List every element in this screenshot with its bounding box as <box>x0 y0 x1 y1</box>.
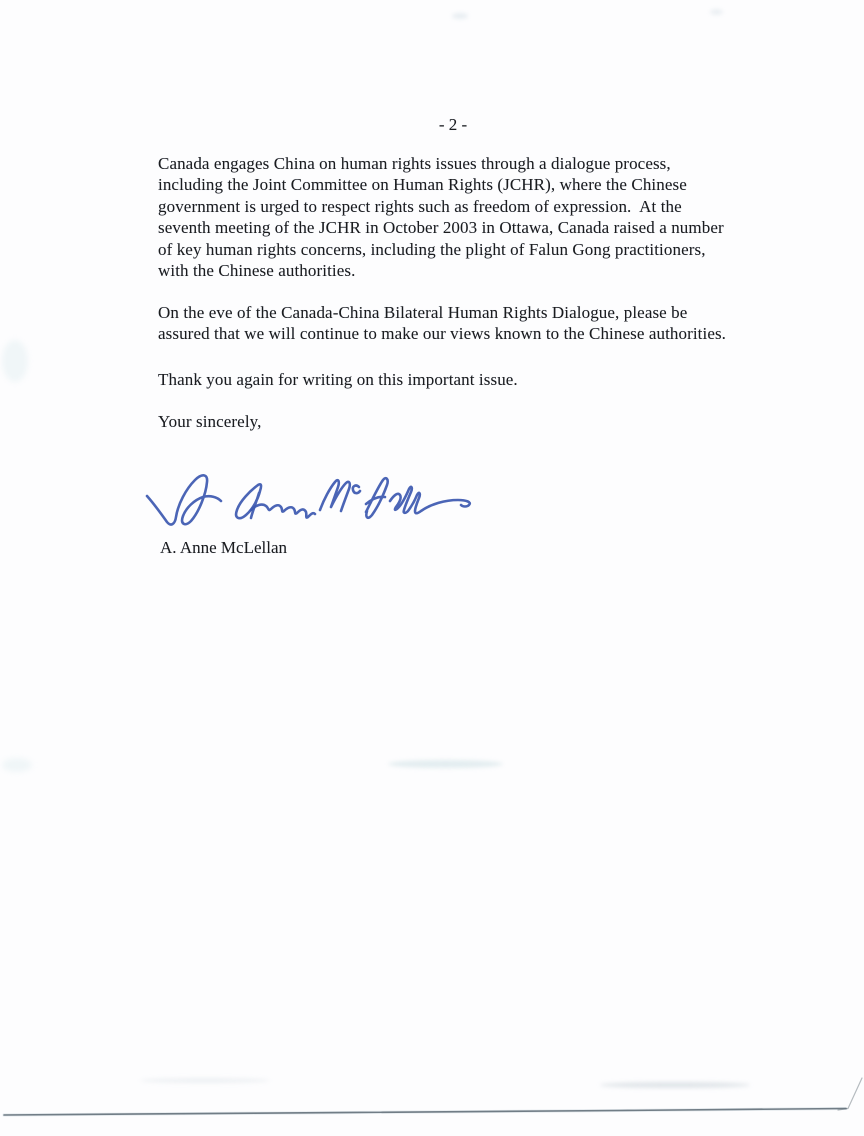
scan-smudge <box>2 340 28 382</box>
letter-line: Thank you again for writing on this important issue. <box>158 370 518 389</box>
letter-line: with the Chinese authorities. <box>158 261 356 281</box>
signature-stroke <box>251 505 315 518</box>
scan-edge-line <box>0 1060 864 1136</box>
signature-stroke <box>353 486 360 494</box>
handwritten-signature-image <box>140 452 485 536</box>
paragraph-dialogue-process <box>158 153 724 281</box>
paragraph-bilateral-dialogue <box>158 302 726 345</box>
page-number: - 2 - <box>438 115 468 134</box>
letter-line: Canada engages China on human rights issues through a dialogue process, <box>158 154 671 173</box>
signee-name: A. Anne McLellan <box>160 538 287 557</box>
signature-stroke <box>147 475 221 524</box>
letter-line: On the eve of the Canada-China Bilateral Human Rights Dialogue, please be <box>158 303 688 322</box>
letter-line: assured that we will continue to make our views known to the Chinese authorities. <box>158 324 727 344</box>
signature-stroke <box>366 478 388 518</box>
scan-smudge <box>452 13 468 19</box>
signature-ink-strokes <box>140 452 485 536</box>
scan-smudge <box>2 758 32 772</box>
paragraph-thank-you <box>158 369 518 390</box>
scan-smudge <box>388 760 503 768</box>
letter-line: including the Joint Committee on Human Rights (JCHR), where the Chinese <box>158 175 687 195</box>
letter-line: Your sincerely, <box>158 412 262 431</box>
letter-line: seventh meeting of the JCHR in October 2003 in Ottawa, Canada raised a number <box>158 218 724 238</box>
scan-smudge <box>710 9 723 15</box>
signature-stroke <box>320 480 350 511</box>
letter-line: government is urged to respect rights such as freedom of expression. At the <box>158 196 682 216</box>
signature-stroke <box>236 484 261 518</box>
letter-line: of key human rights concerns, including the plight of Falun Gong practitioners, <box>158 239 706 259</box>
signature-stroke <box>390 487 470 513</box>
closing-salutation <box>158 411 262 432</box>
